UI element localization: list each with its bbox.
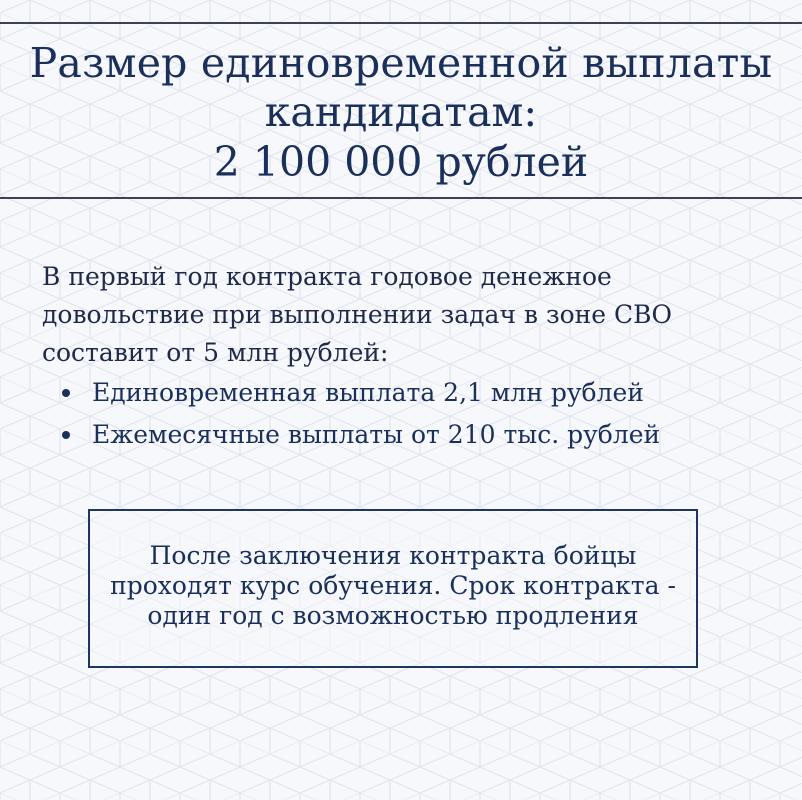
intro-paragraph [42,258,762,372]
note-line: один год с возможностью продления [147,601,639,630]
bullet-icon [62,389,70,397]
note-box [88,509,698,668]
title-line: кандидатам: [264,88,538,136]
list-item-text: Единовременная выплата 2,1 млн рублей [92,378,644,407]
title-line: Размер единовременной выплаты [29,39,773,87]
note-line: После заключения контракта бойцы [149,541,637,570]
intro-line: В первый год контракта годовое денежное [42,262,612,291]
note-line: проходят курс обучения. Срок контракта - [110,571,676,600]
payment-list [60,372,760,456]
note-text [90,541,696,631]
intro-line: довольствие при выполнении задач в зоне СВО [42,300,673,329]
intro-line: составит от 5 млн рублей: [42,338,389,367]
bullet-icon [62,431,70,439]
header-top-rule [0,22,802,24]
title-line: 2 100 000 рублей [213,138,589,186]
list-item [60,372,760,414]
list-item-text: Ежемесячные выплаты от 210 тыс. рублей [92,420,661,449]
header-bottom-rule [0,197,802,199]
page-title [0,38,802,188]
list-item [60,414,760,456]
